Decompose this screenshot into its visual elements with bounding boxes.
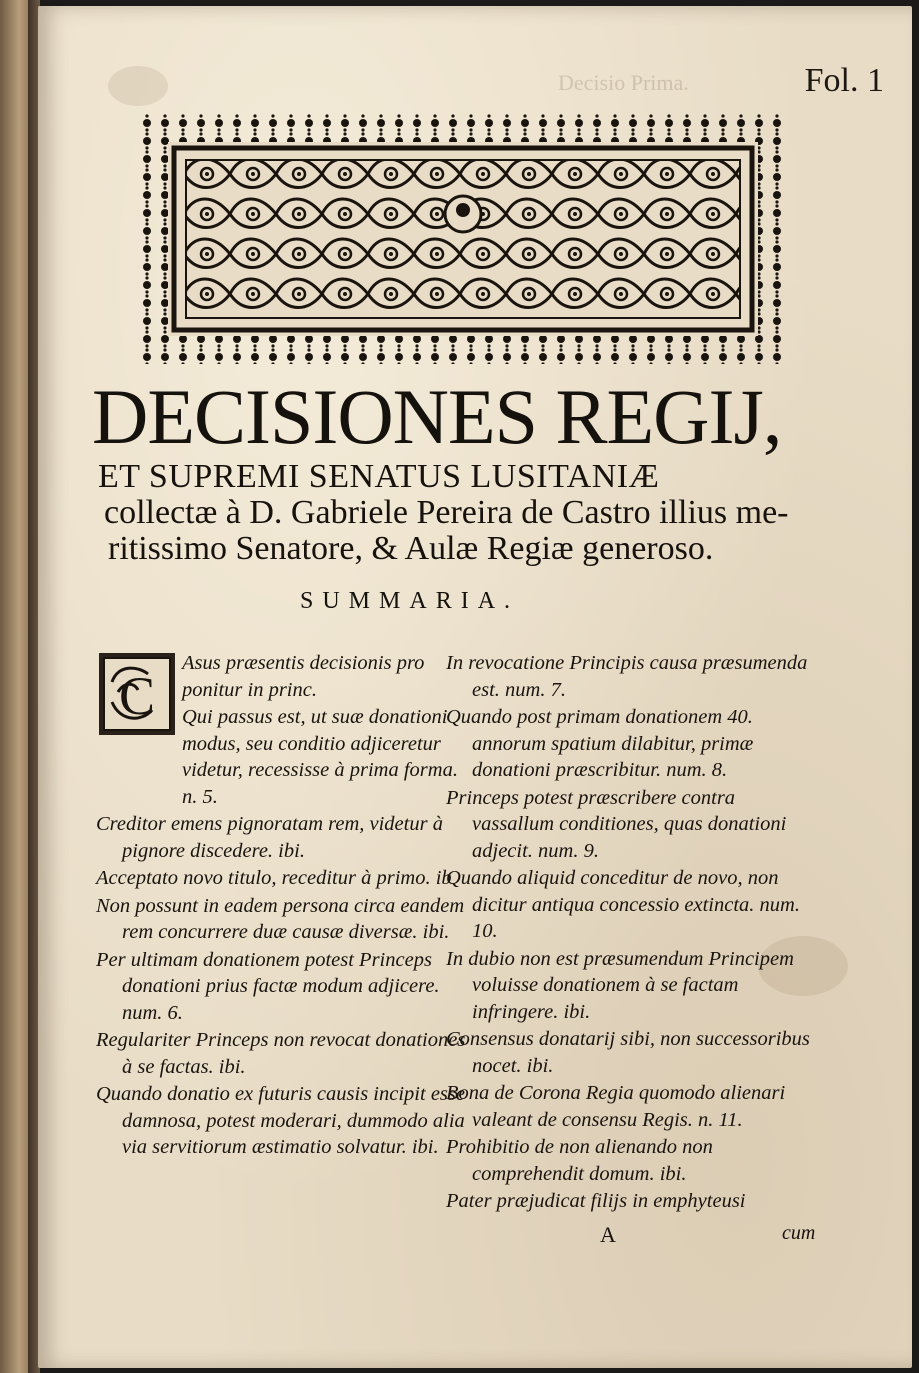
- summary-entry: Per ultimam donationem potest Princeps donationi prius factæ modum adjicere. num. 6.: [96, 948, 440, 1024]
- author-line-2: ritissimo Senatore, & Aulæ Regiæ generoso.: [108, 530, 714, 567]
- signature-mark: A: [600, 1222, 616, 1247]
- summary-entry: Pater præjudicat filijs in emphyteusi: [446, 1190, 746, 1212]
- book-subtitle: ET SUPREMI SENATUS LUSITANIÆ: [98, 458, 660, 495]
- summary-column-right: [446, 650, 822, 1216]
- summary-column-left: [96, 650, 468, 1162]
- catchword: cum: [782, 1222, 816, 1244]
- bleed-through-text: Decisio Prima.: [558, 70, 689, 95]
- summary-entry: Prohibitio de non alienando non comprehendit domum. ibi.: [446, 1136, 713, 1185]
- svg-text:C: C: [118, 666, 156, 726]
- summary-entry: Acceptato novo titulo, receditur à primo. ib: [96, 867, 452, 889]
- section-heading: SUMMARIA.: [300, 588, 520, 614]
- ornament-border-icon: [138, 114, 788, 364]
- book-title: DECISIONES REGIJ,: [92, 373, 782, 460]
- author-line-1: collectæ à D. Gabriele Pereira de Castro illius me-: [104, 494, 789, 531]
- summary-entry: Princeps potest præscribere contra vassallum conditiones, quas donationi adjecit. num. 9.: [446, 786, 787, 862]
- summary-entry: In revocatione Principis causa præsumenda est. num. 7.: [446, 652, 808, 701]
- ornamental-headpiece: [138, 114, 788, 364]
- summary-entry: Regulariter Princeps non revocat donationes à se factas. ibi.: [96, 1029, 466, 1078]
- summary-entry: Asus præsentis decisionis pro ponitur in princ.: [182, 652, 425, 701]
- folio-number: Fol. 1: [804, 62, 884, 99]
- summary-entry: Quando aliquid conceditur de novo, non dicitur antiqua concessio extincta. num. 10.: [446, 867, 800, 942]
- summary-entry: Non possunt in eadem persona circa eandem rem concurrere duæ causæ diversæ. ibi.: [96, 894, 465, 943]
- summary-entry: Bona de Corona Regia quomodo alienari valeant de consensu Regis. n. 11.: [446, 1082, 786, 1131]
- summary-entry: Qui passus est, ut suæ donationi modus, seu conditio adjiceretur videtur, recessisse à prima forma. n. 5.: [182, 706, 458, 808]
- summary-entry: In dubio non est præsumendum Principem voluisse donationem à se factam infringere. ibi.: [446, 947, 794, 1023]
- summary-entry: Consensus donatarij sibi, non successoribus nocet. ibi.: [446, 1028, 810, 1077]
- paper-stain: [108, 66, 168, 106]
- summary-entry: Creditor emens pignoratam rem, videtur à pignore discedere. ibi.: [96, 813, 443, 862]
- summary-entry: Quando donatio ex futuris causis incipit esse damnosa, potest moderari, dummodo alia via servitiorum æstimatio solvatur. ibi.: [96, 1083, 465, 1158]
- summary-entry: Quando post primam donationem 40. annorum spatium dilabitur, primæ donationi præscribitur. num. 8.: [446, 706, 754, 781]
